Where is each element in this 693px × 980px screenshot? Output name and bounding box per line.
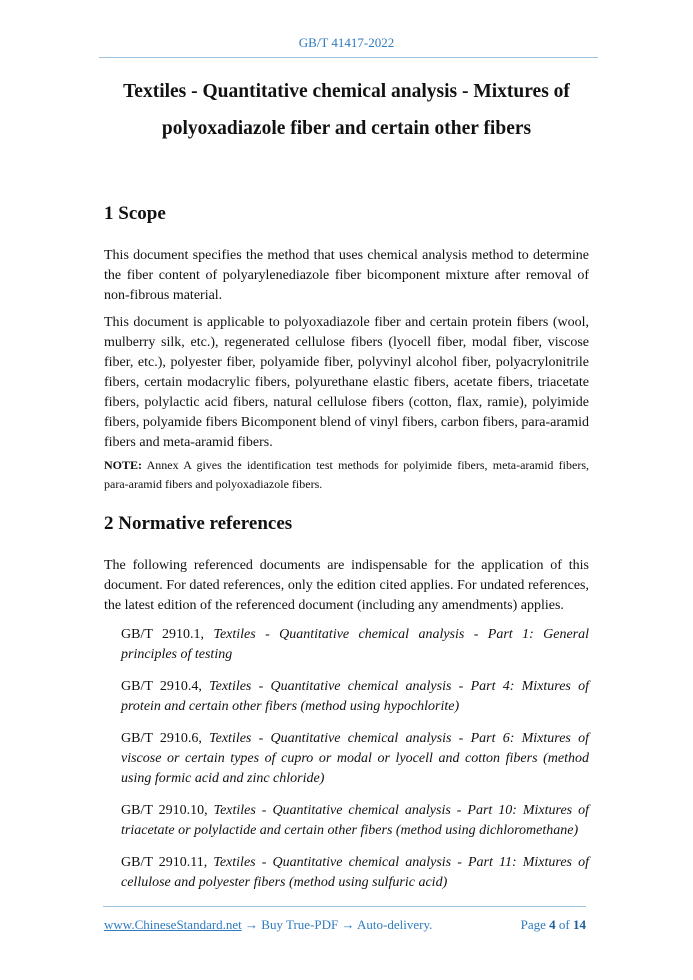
- header-doc-id: GB/T 41417-2022: [298, 35, 395, 50]
- footer-divider: [103, 906, 586, 907]
- reference-item: GB/T 2910.4, Textiles - Quantitative chemical analysis - Part 4: Mixtures of protein and certain other fibers (method using hypochlorite): [121, 679, 589, 714]
- scope-paragraph-2: This document is applicable to polyoxadiazole fiber and certain protein fibers (wool, mulberry silk, etc.), regenerated cellulose fibers (lyocell fiber, modal fiber, viscose fiber, etc.), polyester fiber, polyamide fiber, polyvinyl alcohol fiber, polyacrylonitrile fibers, certain modacrylic fibers, polyurethane elastic fibers, acetate fibers, triacetate fibers, polylactic acid fibers, natural cellulose fibers (cotton, flax, ramie), polyimide fibers, polyamide fibers Bicomponent blend of vinyl fibers, carbon fibers, para-aramid fibers and meta-aramid fibers.: [104, 315, 589, 450]
- note-label: NOTE:: [104, 458, 143, 472]
- page-number: Page 4 of 14: [520, 917, 586, 932]
- footer: [104, 917, 586, 933]
- references-intro: The following referenced documents are indispensable for the application of this document. For dated references, only the edition cited applies. For undated references, the latest edition of the referenced document (including any amendments) applies.: [104, 558, 589, 613]
- section-1-heading: 1 Scope: [104, 203, 166, 224]
- reference-item: GB/T 2910.6, Textiles - Quantitative chemical analysis - Part 6: Mixtures of viscose or certain types of cupro or modal or lyocell and cotton fibers (method using formic acid and zinc chloride): [121, 731, 589, 786]
- note-text: Annex A gives the identification test methods for polyimide fibers, meta-aramid fibers, para-aramid fibers and polyoxadiazole fibers.: [104, 458, 589, 491]
- title-line-2: polyoxadiazole fiber and certain other fibers: [161, 118, 532, 139]
- header-divider: [99, 57, 598, 58]
- scope-note: [104, 456, 589, 494]
- section-2-heading: 2 Normative references: [104, 513, 293, 534]
- website-link[interactable]: www.ChineseStandard.net: [104, 917, 242, 932]
- footer-left: www.ChineseStandard.net → Buy True-PDF → Auto-delivery.: [104, 917, 433, 932]
- title-line-1: Textiles - Quantitative chemical analysis - Mixtures of: [123, 81, 570, 102]
- reference-item: GB/T 2910.11, Textiles - Quantitative chemical analysis - Part 11: Mixtures of cellulose and polyester fibers (method using sulfuric acid): [121, 855, 589, 890]
- reference-item: GB/T 2910.10, Textiles - Quantitative chemical analysis - Part 10: Mixtures of triacetate or polylactide and certain other fibers (method using dichloromethane): [121, 803, 589, 838]
- scope-paragraph-1: This document specifies the method that uses chemical analysis method to determine the fiber content of polyarylenediazole fiber bicomponent mixture after removal of non-fibrous material.: [104, 248, 589, 303]
- reference-item: GB/T 2910.1, Textiles - Quantitative chemical analysis - Part 1: General principles of testing: [121, 627, 590, 662]
